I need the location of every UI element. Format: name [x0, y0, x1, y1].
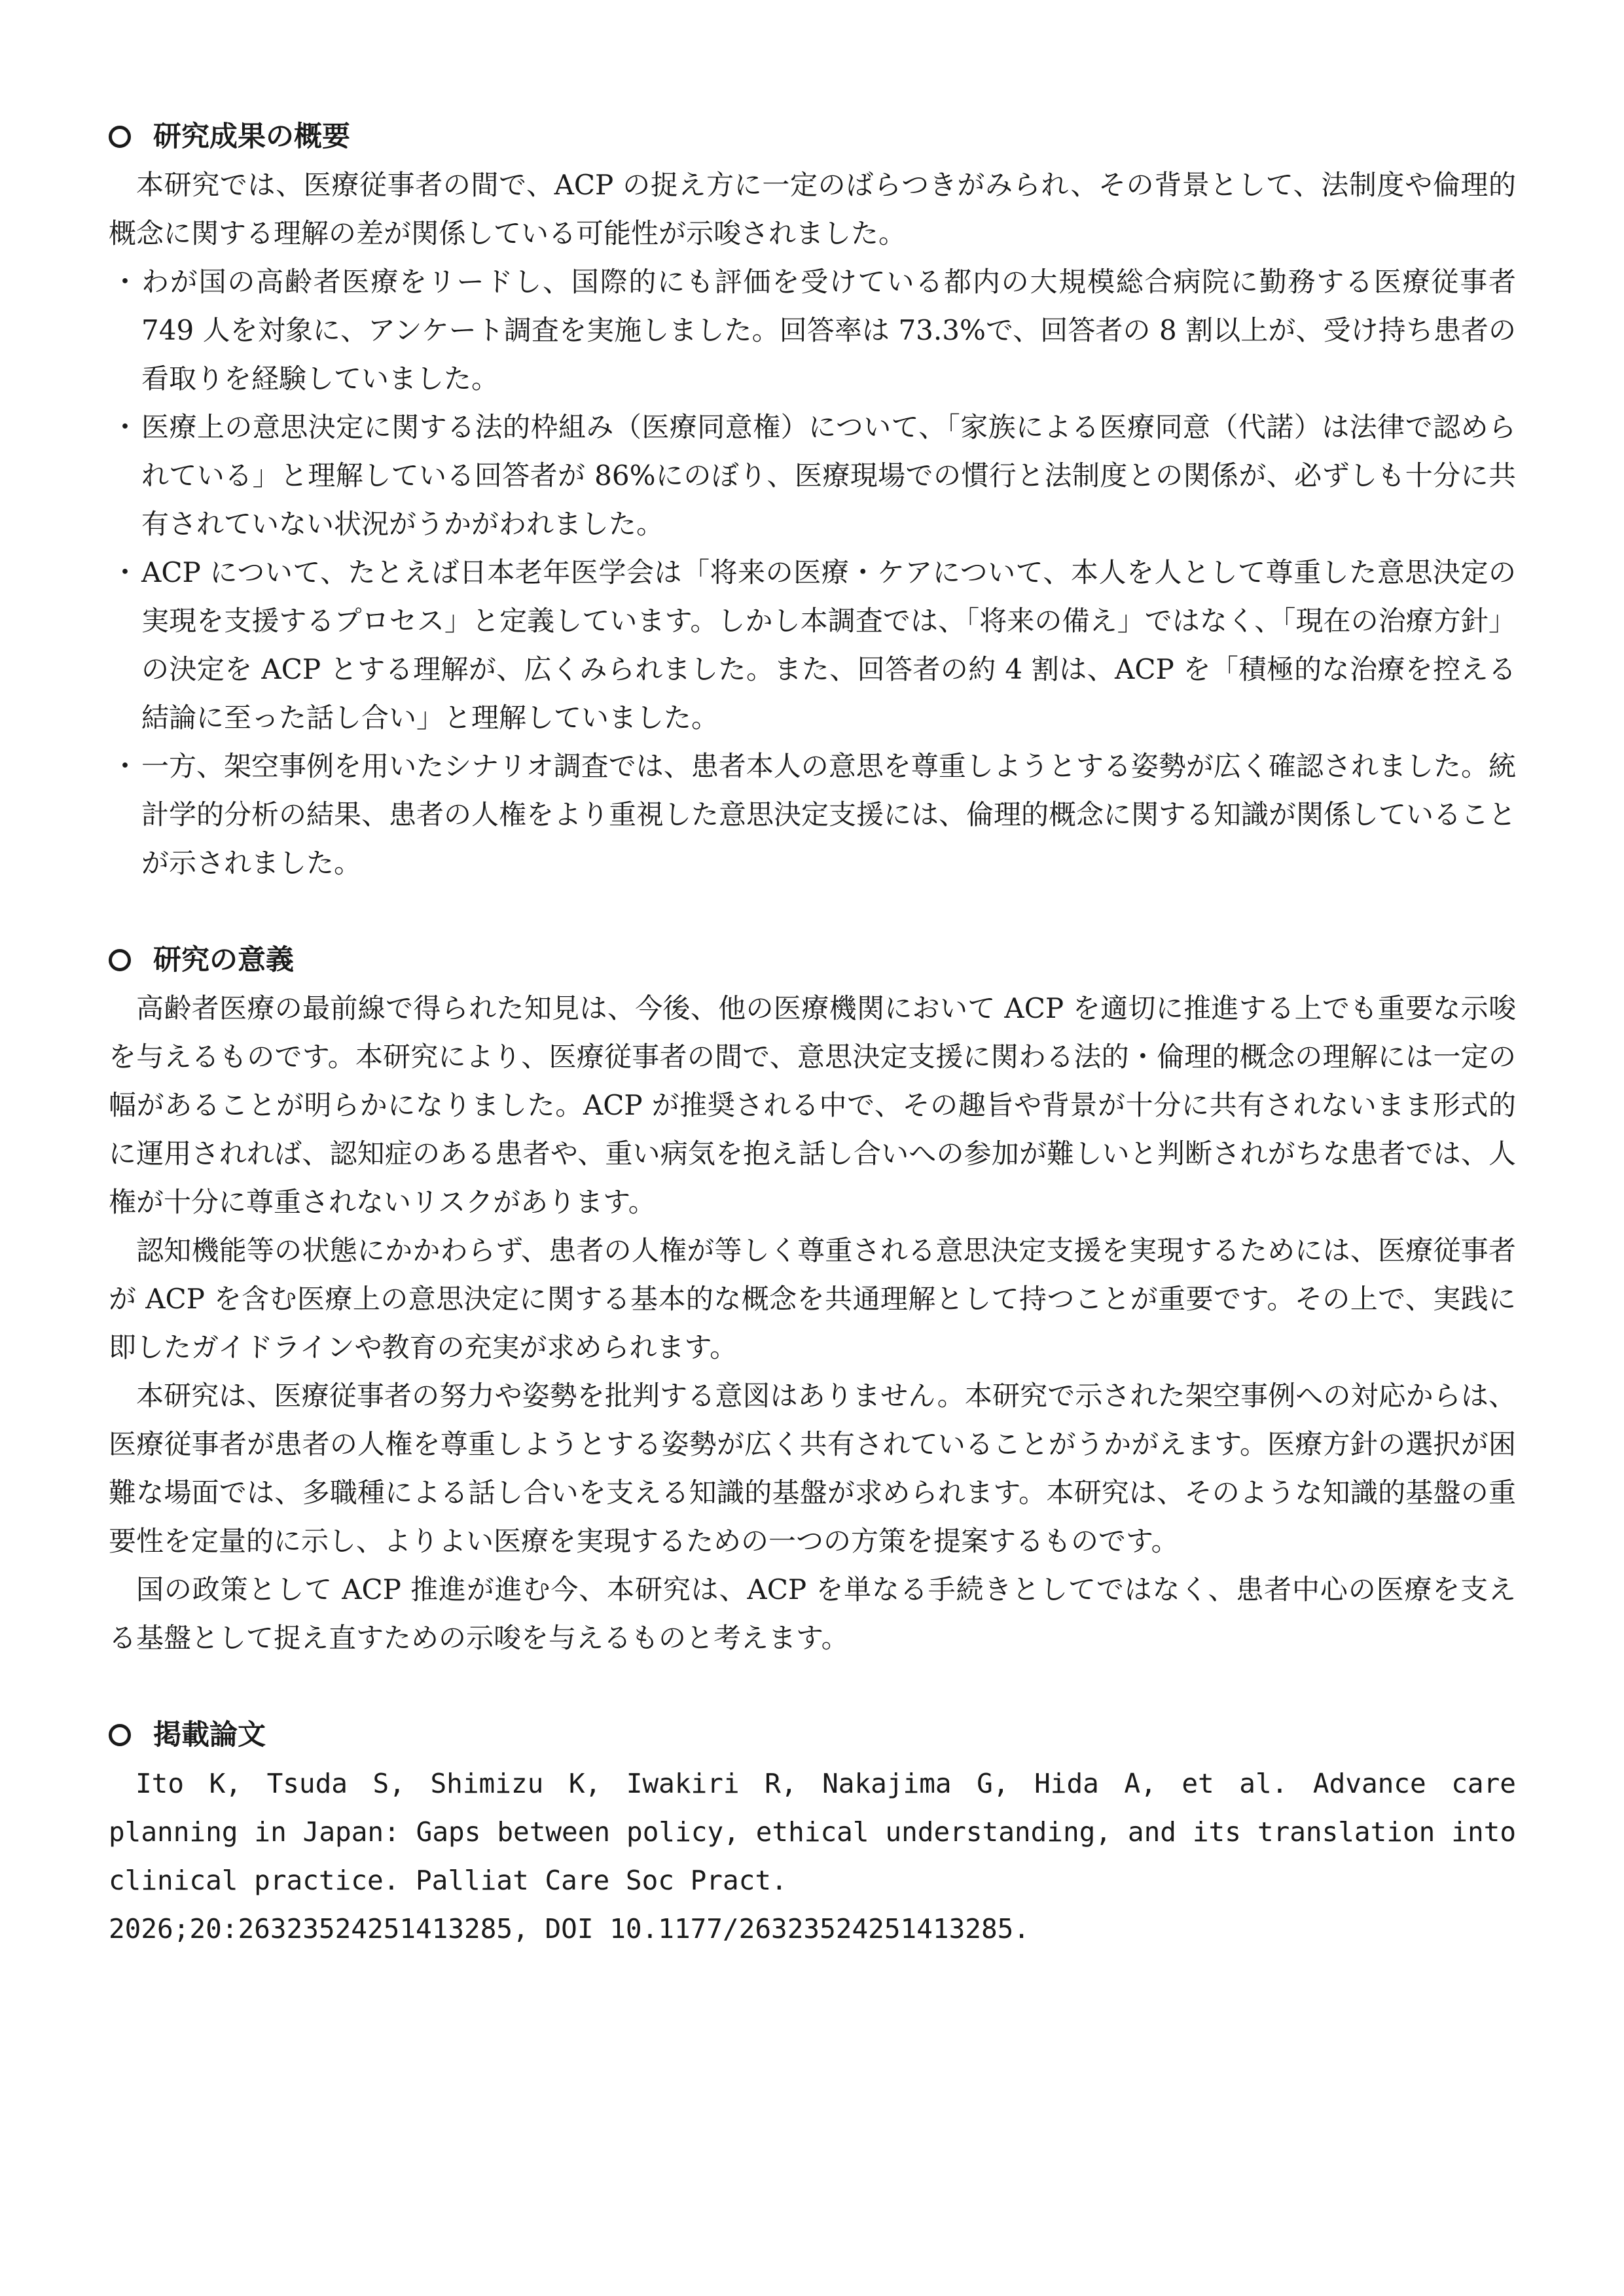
publication-citation-detail: 2026;20:26323524251413285, DOI 10.1177/26323524251413285. — [109, 1913, 1030, 1945]
list-item — [109, 403, 1516, 548]
section-heading-significance — [109, 936, 1516, 984]
section-overview — [109, 113, 1516, 888]
significance-paragraph: 国の政策として ACP 推進が進む今、本研究は、ACP を単なる手続きとしてではなく、患者中心の医療を支える基盤として捉え直すための示唆を与えるものと考えます。 — [109, 1573, 1516, 1654]
section-heading-publication — [109, 1711, 1516, 1759]
publication-heading-text: 掲載論文 — [153, 1719, 266, 1751]
overview-intro: 本研究では、医療従事者の間で、ACP の捉え方に一定のばらつきがみられ、その背景として、法制度や倫理的概念に関する理解の差が関係している可能性が示唆されました。 — [109, 169, 1516, 249]
significance-paragraph: 本研究は、医療従事者の努力や姿勢を批判する意図はありません。本研究で示された架空事例への対応からは、医療従事者が患者の人権を尊重しようとする姿勢が広く共有されていることがうかがえます。医療方針の選択が困難な場面では、多職種による話し合いを支える知識的基盤が求められます。本研究は、そのような知識的基盤の重要性を定量的に示し、よりよい医療を実現するための一つの方策を提案するものです。 — [109, 1380, 1516, 1557]
circle-mark-icon — [109, 126, 131, 148]
significance-paragraph: 高齢者医療の最前線で得られた知見は、今後、他の医療機関において ACP を適切に推進する上でも重要な示唆を与えるものです。本研究により、医療従事者の間で、意思決定支援に関わる法的・倫理的概念の理解には一定の幅があることが明らかになりました。ACP が推奨される中で、その趣旨や背景が十分に共有されないまま形式的に運用されれば、認知症のある患者や、重い病気を抱え話し合いへの参加が難しいと判断されがちな患者では、人権が十分に尊重されないリスクがあります。 — [109, 992, 1516, 1218]
section-significance — [109, 936, 1516, 1662]
section-heading-overview — [109, 113, 1516, 161]
circle-mark-icon — [109, 1724, 131, 1746]
publication-citation: Ito K, Tsuda S, Shimizu K, Iwakiri R, Nakajima G, Hida A, et al. Advance care planning in Japan: Gaps between policy, ethical understanding, and its translation into clinical practice. Palliat Care Soc Pract. — [109, 1768, 1516, 1896]
bullet-mark: ・ — [111, 411, 139, 443]
bullet-mark: ・ — [111, 266, 139, 298]
bullet-text: ACP について、たとえば日本老年医学会は「将来の医療・ケアについて、本人を人として尊重した意思決定の実現を支援するプロセス」と定義しています。しかし本調査では、「将来の備え」ではなく、「現在の治療方針」の決定を ACP とする理解が、広くみられました。また、回答者の約 4 割は、ACP を「積極的な治療を控える結論に至った話し合い」と理解していました。 — [141, 556, 1516, 734]
significance-paragraph: 認知機能等の状態にかかわらず、患者の人権が等しく尊重される意思決定支援を実現するためには、医療従事者が ACP を含む医療上の意思決定に関する基本的な概念を共通理解として持つことが重要です。その上で、実践に即したガイドラインや教育の充実が求められます。 — [109, 1234, 1516, 1363]
significance-heading-text: 研究の意義 — [153, 944, 294, 977]
document-content — [109, 113, 1516, 1953]
bullet-mark: ・ — [111, 556, 139, 588]
list-item — [109, 258, 1516, 403]
bullet-text: わが国の高齢者医療をリードし、国際的にも評価を受けている都内の大規模総合病院に勤務する医療従事者 749 人を対象に、アンケート調査を実施しました。回答率は 73.3%で、回答者の 8 割以上が、受け持ち患者の看取りを経験していました。 — [141, 266, 1516, 395]
overview-heading-text: 研究成果の概要 — [153, 120, 350, 153]
bullet-text: 一方、架空事例を用いたシナリオ調査では、患者本人の意思を尊重しようとする姿勢が広く確認されました。統計学的分析の結果、患者の人権をより重視した意思決定支援には、倫理的概念に関する知識が関係していることが示されました。 — [141, 750, 1517, 879]
list-item — [109, 742, 1516, 888]
circle-mark-icon — [109, 949, 131, 971]
overview-bullet-list — [109, 258, 1516, 888]
section-publication — [109, 1711, 1516, 1953]
bullet-text: 医療上の意思決定に関する法的枠組み（医療同意権）について、「家族による医療同意（代諾）は法律で認められている」と理解している回答者が 86%にのぼり、医療現場での慣行と法制度との関係が、必ずしも十分に共有されていない状況がうかがわれました。 — [141, 411, 1516, 540]
bullet-mark: ・ — [111, 750, 139, 782]
list-item — [109, 548, 1516, 742]
